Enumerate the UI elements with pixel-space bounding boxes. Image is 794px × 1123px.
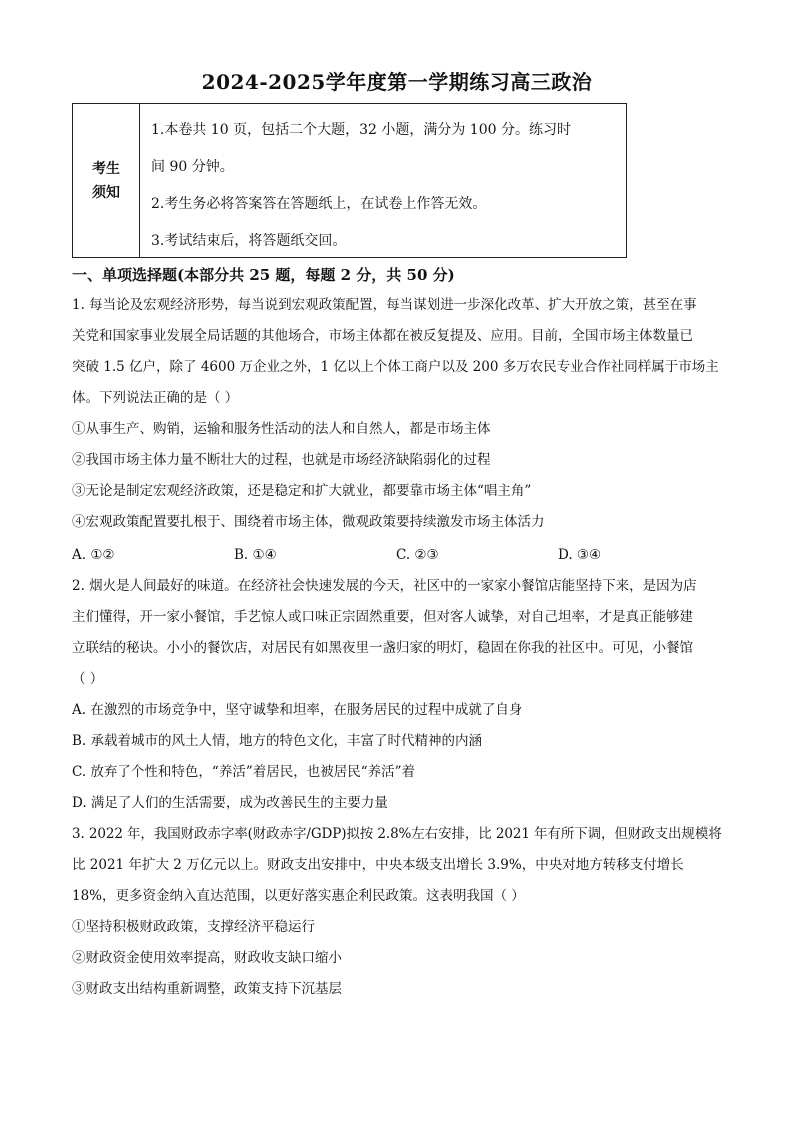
q2-option-a: A. 在激烈的市场竞争中，坚守诚挚和坦率，在服务居民的过程中成就了自身 (72, 702, 523, 718)
notice-line: 1.本卷共 10 页，包括二个大题，32 小题，满分为 100 分。练习时 (151, 122, 571, 138)
notice-line: 2.考生务必将答案答在答题纸上，在试卷上作答无效。 (151, 196, 487, 212)
q1-statement: ③无论是制定宏观经济政策，还是稳定和扩大就业，都要靠市场主体“唱主角” (72, 483, 532, 499)
q1-option-d: D. ③④ (558, 547, 602, 563)
notice-box (72, 103, 627, 258)
notice-label: 考生须知 (92, 160, 120, 201)
q1-statement: ①从事生产、购销，运输和服务性活动的法人和自然人，都是市场主体 (72, 421, 491, 437)
notice-label-cell (73, 104, 140, 257)
q1-option-a: A. ①② (72, 547, 115, 563)
q1-stem-line: 关党和国家事业发展全局话题的其他场合，市场主体都在被反复提及、应用。目前，全国市场主体数量已 (72, 328, 693, 344)
q1-stem-line: 体。下列说法正确的是（ ） (72, 390, 239, 406)
q3-statement: ①坚持积极财政政策，支撑经济平稳运行 (72, 919, 315, 935)
notice-lines (151, 116, 621, 264)
q2-option-b: B. 承载着城市的风土人情，地方的特色文化，丰富了时代精神的内涵 (72, 733, 483, 749)
q3-stem-line: 18%，更多资金纳入直达范围，以更好落实惠企利民政策。这表明我国（ ） (72, 888, 525, 904)
notice-line: 间 90 分钟。 (151, 159, 234, 175)
q1-option-b: B. ①④ (234, 547, 277, 563)
q3-stem-line: 3. 2022 年，我国财政赤字率(财政赤字/GDP)拟按 2.8%左右安排，比 2021 年有所下调，但财政支出规模将 (72, 826, 722, 842)
q3-stem-line: 比 2021 年扩大 2 万亿元以上。财政支出安排中，中央本级支出增长 3.9%，中央对地方转移支付增长 (72, 857, 684, 873)
q3-statement: ③财政支出结构重新调整，政策支持下沉基层 (72, 981, 342, 997)
q1-stem-line: 突破 1.5 亿户，除了 4600 万企业之外，1 亿以上个体工商户以及 200 多万农民专业合作社同样属于市场主 (72, 359, 719, 375)
notice-line: 3.考试结束后，将答题纸交回。 (151, 233, 347, 249)
q2-stem-line: 主们懂得，开一家小餐馆，手艺惊人或口味正宗固然重要，但对客人诚挚，对自己坦率，才是真正能够建 (72, 609, 693, 625)
q2-stem-line: （ ） (72, 671, 104, 687)
q1-option-c: C. ②③ (396, 547, 439, 563)
q2-stem-line: 2. 烟火是人间最好的味道。在经济社会快速发展的今天，社区中的一家家小餐馆店能坚持下来，是因为店 (72, 578, 697, 594)
q1-statement: ④宏观政策配置要扎根于、围绕着市场主体，微观政策要持续激发市场主体活力 (72, 514, 545, 530)
q2-option-d: D. 满足了人们的生活需要，成为改善民生的主要力量 (72, 795, 388, 811)
page-title: 2024-2025学年度第一学期练习高三政治 (201, 70, 593, 94)
q1-stem-line: 1. 每当论及宏观经济形势，每当说到宏观政策配置，每当谋划进一步深化改革、扩大开放之策，甚至在事 (72, 297, 697, 313)
q3-statement: ②财政资金使用效率提高，财政收支缺口缩小 (72, 950, 342, 966)
q2-option-c: C. 放弃了个性和特色，“养活”着居民，也被居民“养活”着 (72, 764, 416, 780)
section-heading: 一、单项选择题(本部分共 25 题，每题 2 分，共 50 分) (72, 266, 455, 284)
q1-statement: ②我国市场主体力量不断壮大的过程，也就是市场经济缺陷弱化的过程 (72, 452, 491, 468)
q2-stem-line: 立联结的秘诀。小小的餐饮店，对居民有如黑夜里一盏归家的明灯，稳固在你我的社区中。可见，小餐馆 (72, 640, 693, 656)
